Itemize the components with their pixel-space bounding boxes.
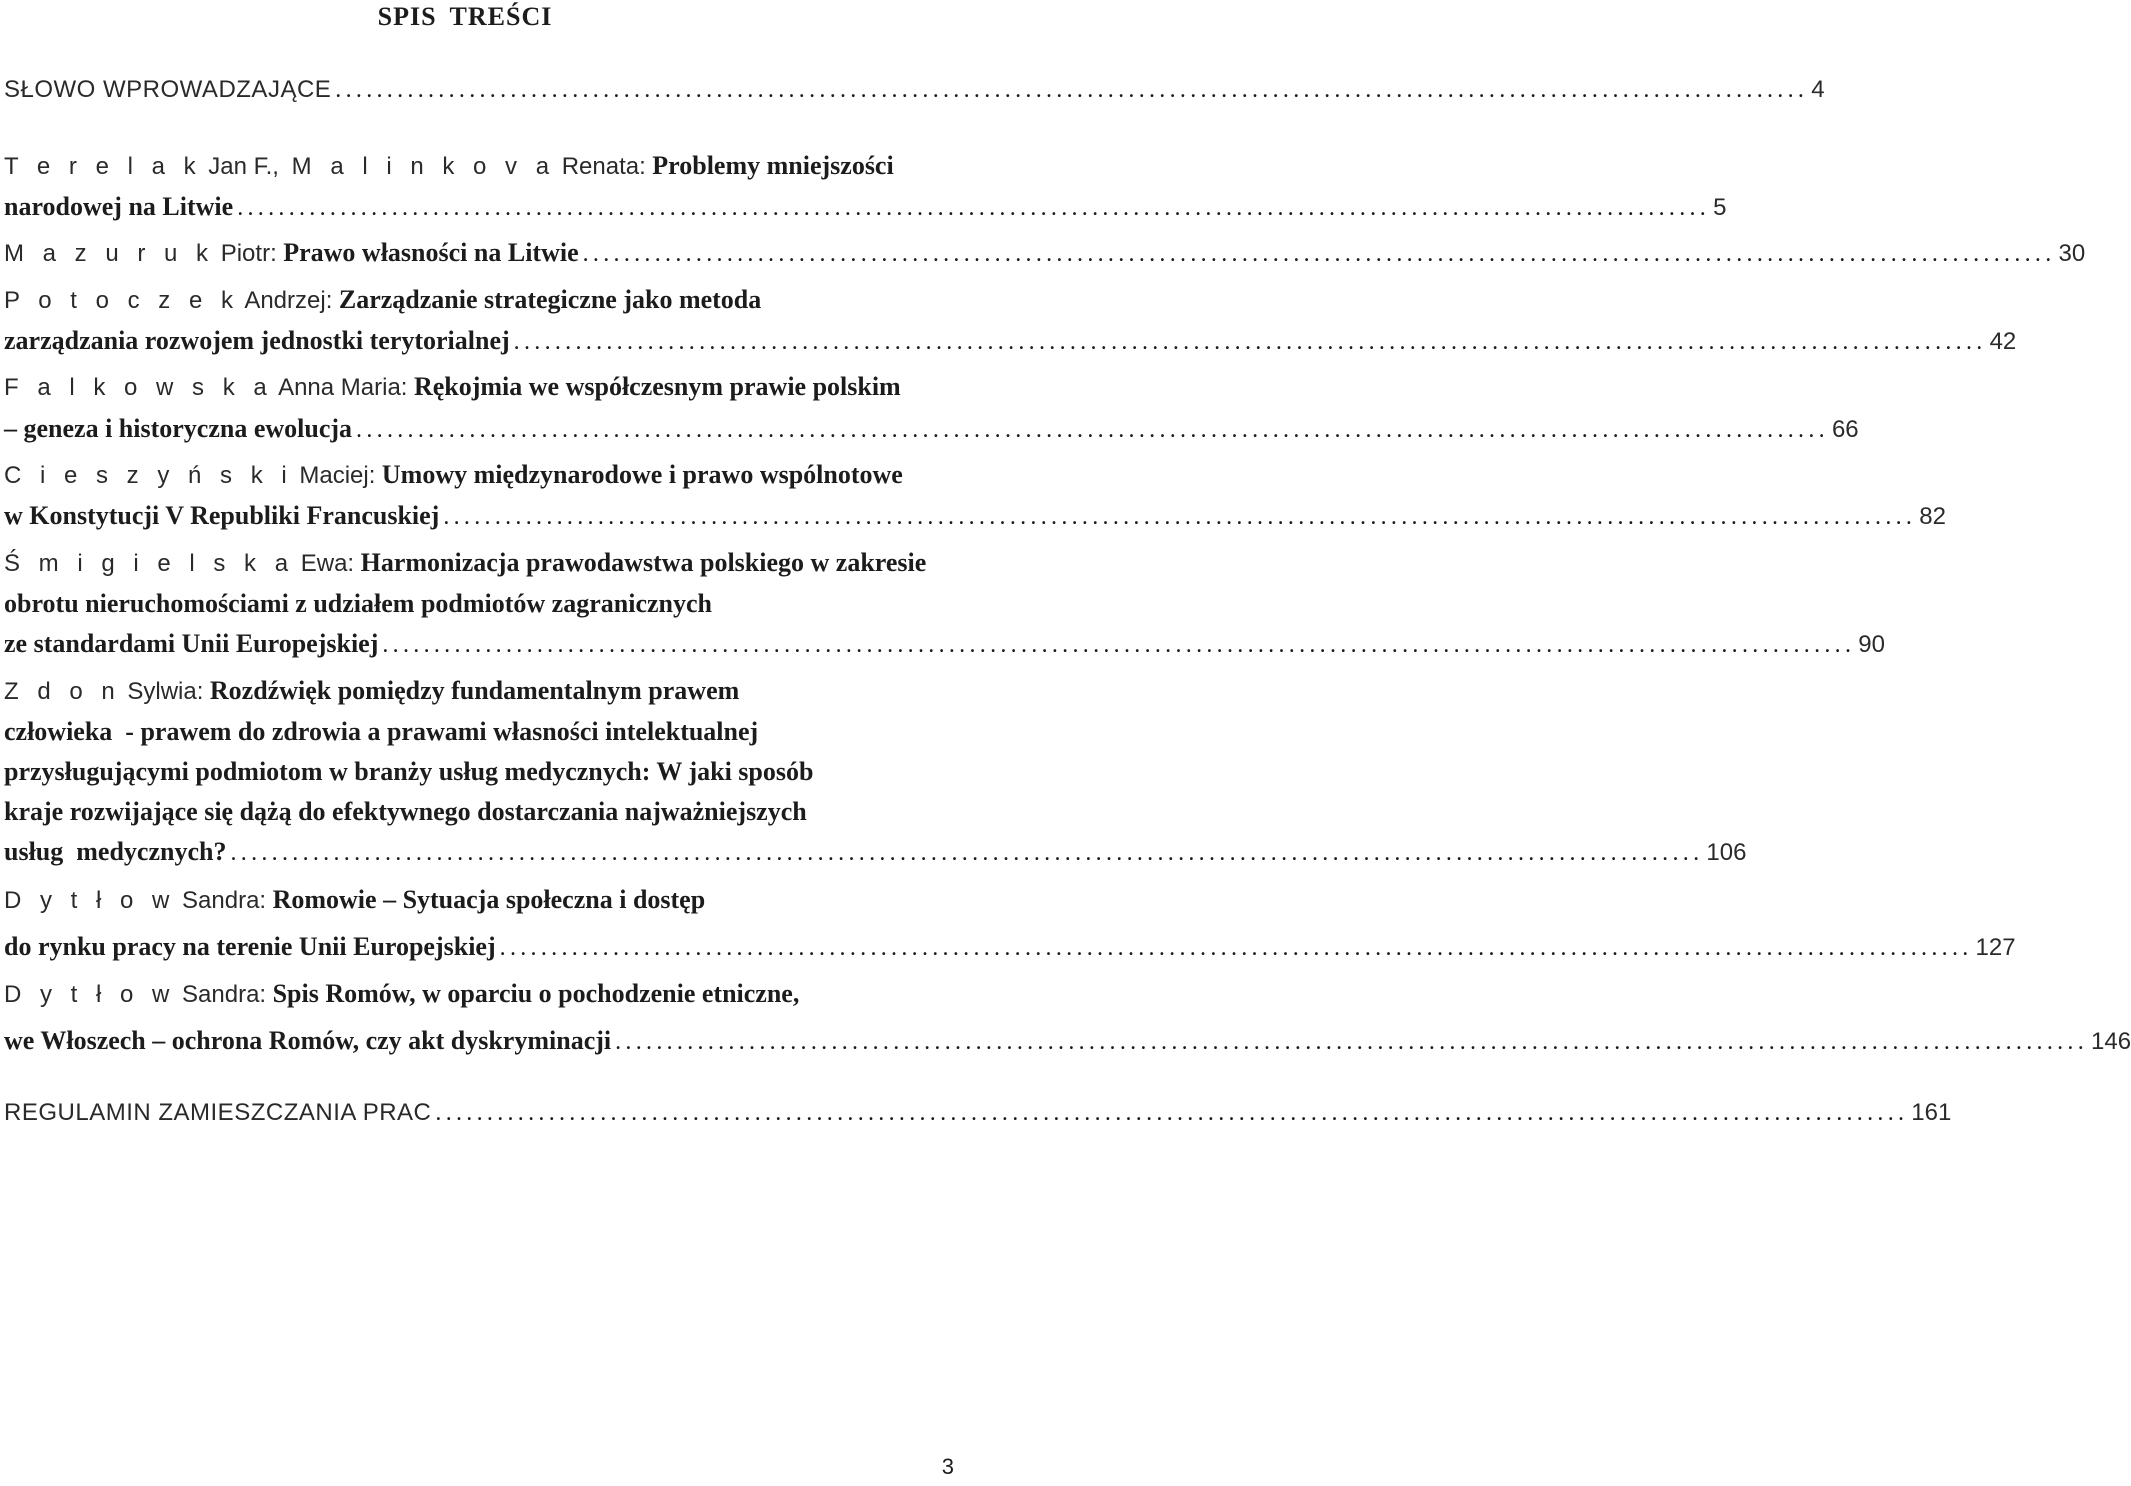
dot-leader: ...............................................................................................................................................	[237, 195, 1711, 221]
entry-title: człowieka - prawem do zdrowia a prawami własności intelektualnej	[4, 717, 759, 746]
toc-entry-5-line-1[interactable]	[4, 459, 928, 492]
entry-title: obrotu nieruchomościami z udziałem podmiotów zagranicznych	[4, 589, 712, 618]
author-surname: C i e s z y ń s k i	[4, 462, 293, 489]
author-surname: P o t o c z e k	[4, 287, 239, 314]
toc-entry-4-line-2[interactable]	[4, 413, 1859, 446]
page-number: 30	[2058, 240, 2086, 267]
toc-entry-intro[interactable]	[4, 74, 1825, 106]
dot-leader: ...............................................................................................................................................	[335, 77, 1809, 103]
page-number: 42	[1989, 328, 2017, 355]
dot-leader: ...............................................................................................................................................	[230, 840, 1704, 866]
entry-title: Rozdźwięk pomiędzy fundamentalnym prawem	[203, 676, 740, 705]
toc-entry-9-line-1[interactable]	[4, 978, 928, 1011]
author-surname: F a l k o w s k a	[4, 374, 273, 401]
toc-entry-3-line-2[interactable]	[4, 325, 2017, 358]
author-surname: Ś m i g i e l s k a	[4, 550, 295, 577]
page-number: 82	[1919, 503, 1946, 530]
dot-leader: ...............................................................................................................................................	[382, 632, 1856, 658]
toc-entry-3-line-1[interactable]	[4, 284, 928, 317]
entry-title: kraje rozwijające się dążą do efektywnego dostarczania najważniejszych	[4, 797, 807, 826]
toc-entry-6-line-1[interactable]	[4, 547, 928, 580]
dot-leader: ...............................................................................................................................................	[435, 1100, 1909, 1126]
author-surname: M a z u r u k	[4, 240, 215, 267]
toc-entry-9-line-2[interactable]	[4, 1025, 2131, 1058]
toc-entry-2[interactable]	[4, 237, 2086, 270]
toc-entry-4-line-1[interactable]	[4, 371, 928, 404]
author-given-name: Jan F.,	[201, 153, 279, 180]
author-surname: D y t ł o w	[4, 981, 176, 1008]
entry-title: ze standardami Unii Europejskiej	[4, 629, 379, 658]
dot-leader: ...............................................................................................................................................	[615, 1029, 2089, 1055]
entry-title: Harmonizacja prawodawstwa polskiego w zakresie	[354, 548, 927, 577]
dot-leader: ...............................................................................................................................................	[513, 329, 1987, 355]
entry-title: we Włoszech – ochrona Romów, czy akt dyskryminacji	[4, 1026, 612, 1055]
toc-entry-7-line-4[interactable]	[4, 796, 928, 828]
toc-entry-1-line-2[interactable]	[4, 191, 1727, 224]
author-given-name: Piotr:	[214, 240, 277, 267]
entry-title: – geneza i historyczna ewolucja	[4, 414, 353, 443]
page-number: 66	[1831, 416, 1859, 443]
author-surname: Z d o n	[4, 678, 121, 705]
page-number: 146	[2091, 1028, 2131, 1055]
toc-entry-1-line-1[interactable]	[4, 150, 928, 183]
entry-title: Spis Romów, w oparciu o pochodzenie etniczne,	[266, 979, 800, 1008]
author-given-name: Ewa:	[294, 550, 355, 577]
entry-title: narodowej na Litwie	[4, 192, 234, 221]
toc-entry-7-line-5[interactable]	[4, 836, 1747, 869]
page-number: 90	[1858, 631, 1885, 658]
entry-title: Umowy międzynarodowe i prawo wspólnotowe	[375, 460, 903, 489]
author-surname: D y t ł o w	[4, 887, 176, 914]
entry-title: do rynku pracy na terenie Unii Europejskiej	[4, 932, 496, 961]
entry-title: przysługującymi podmiotom w branży usług medycznych: W jaki sposób	[4, 757, 814, 786]
toc-entry-6-line-3[interactable]	[4, 628, 1885, 661]
toc-entry-5-line-2[interactable]	[4, 500, 1946, 533]
author-surname: M a l i n k o v a	[278, 153, 556, 180]
toc-label: SŁOWO WPROWADZAJĄCE	[4, 76, 332, 103]
dot-leader: ...............................................................................................................................................	[443, 504, 1917, 530]
dot-leader: ...............................................................................................................................................	[582, 241, 2056, 267]
toc-label: REGULAMIN ZAMIESZCZANIA PRAC	[4, 1099, 432, 1126]
dot-leader: ...............................................................................................................................................	[356, 417, 1829, 443]
toc-entry-8-line-2[interactable]	[4, 931, 2016, 964]
author-given-name: Andrzej:	[238, 287, 333, 314]
toc-entry-7-line-3[interactable]	[4, 756, 928, 788]
entry-title: Prawo własności na Litwie	[276, 238, 579, 267]
author-given-name: Anna Maria:	[272, 374, 408, 401]
entry-title: usług medycznych?	[4, 837, 227, 866]
page-title: SPIS TREŚCI	[377, 2, 553, 31]
author-given-name: Sylwia:	[120, 678, 204, 705]
page-number: 127	[1975, 934, 2016, 961]
author-surname: T e r e l a k	[4, 153, 202, 180]
entry-title: Zarządzanie strategiczne jako metoda	[332, 285, 762, 314]
page-number: 106	[1706, 839, 1747, 866]
folio-page-number: 3	[941, 1454, 954, 1479]
page-number: 161	[1911, 1099, 1952, 1126]
entry-title: Rękojmia we współczesnym prawie polskim	[407, 372, 901, 401]
dot-leader: ...............................................................................................................................................	[499, 935, 1973, 961]
toc-entry-8-line-1[interactable]	[4, 884, 928, 917]
author-given-name: Sandra:	[175, 887, 267, 914]
toc-entry-6-line-2[interactable]	[4, 588, 928, 620]
author-given-name: Renata:	[555, 153, 646, 180]
toc-entry-7-line-1[interactable]	[4, 675, 928, 708]
toc-entry-7-line-2[interactable]	[4, 716, 928, 748]
author-given-name: Maciej:	[292, 462, 376, 489]
toc-entry-regulamin[interactable]	[4, 1097, 1952, 1129]
entry-title: Romowie – Sytuacja społeczna i dostęp	[266, 885, 706, 914]
page-number: 4	[1811, 76, 1825, 103]
entry-title: w Konstytucji V Republiki Francuskiej	[4, 501, 440, 530]
page-number: 5	[1713, 194, 1727, 221]
entry-title: zarządzania rozwojem jednostki terytorialnej	[4, 326, 510, 355]
entry-title: Problemy mniejszości	[645, 151, 894, 180]
author-given-name: Sandra:	[175, 981, 267, 1008]
